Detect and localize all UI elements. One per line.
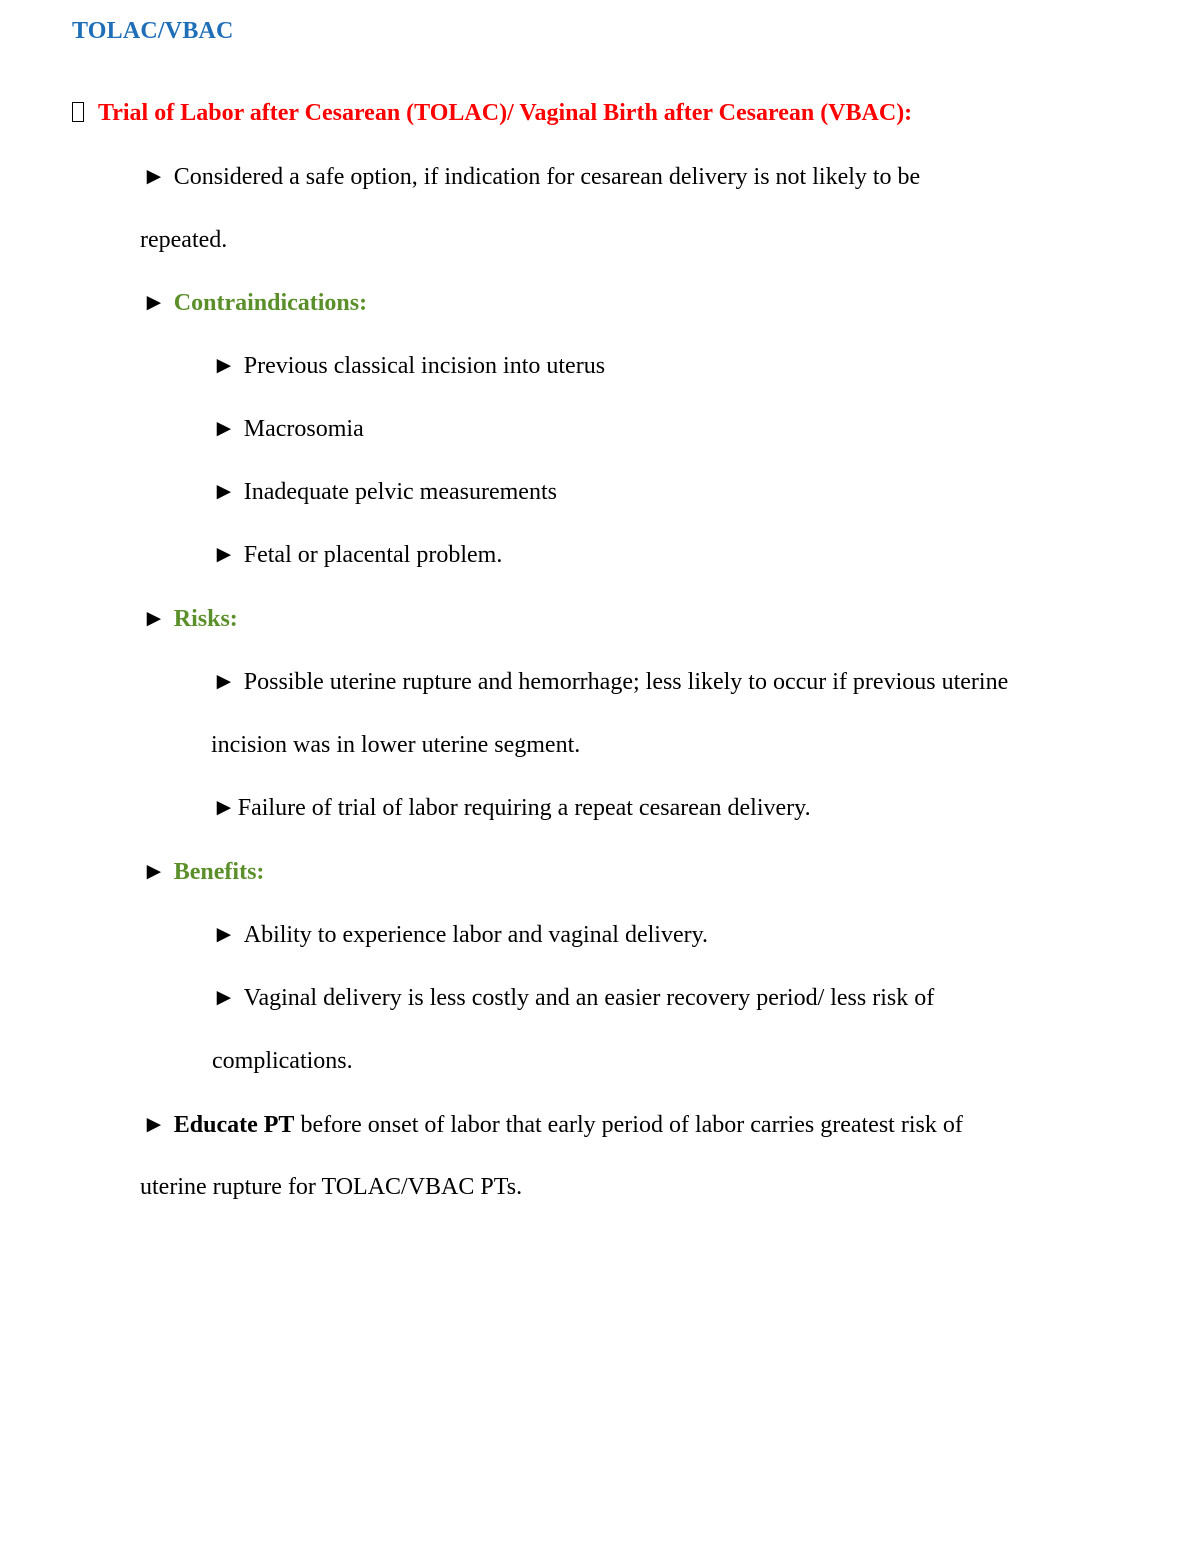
bullet-arrow-icon: ► [212,542,236,568]
list-item: ► Fetal or placental problem. [212,539,502,571]
contraindications-heading-text: Contraindications: [173,290,368,316]
benefits-heading [142,856,264,888]
educate-line-1: ► Educate PT before onset of labor that early period of labor carries greatest risk of [142,1109,963,1141]
bullet-arrow-icon: ► [212,669,236,695]
bullet-arrow-icon: ► [212,795,236,821]
checkbox-glyph-icon [72,102,84,122]
contraindications-heading [142,287,367,319]
bullet-arrow-icon: ► [142,606,166,632]
educate-bold-text: Educate PT [173,1112,295,1138]
list-item-continuation: incision was in lower uterine segment. [211,732,581,758]
list-item: ►Failure of trial of labor requiring a repeat cesarean delivery. [212,792,811,824]
bullet-arrow-icon: ► [142,290,166,316]
risks-heading-text: Risks: [173,606,238,632]
bullet-arrow-icon: ► [212,985,236,1011]
main-heading [72,97,912,129]
bullet-arrow-icon: ► [212,353,236,379]
bullet-arrow-icon: ► [212,416,236,442]
list-item: ► Possible uterine rupture and hemorrhage; less likely to occur if previous uterine [212,666,1008,698]
list-item-continuation: complications. [212,1048,353,1074]
document-title: TOLAC/VBAC [72,18,234,44]
list-item: ► Ability to experience labor and vaginal delivery. [212,919,708,951]
risks-heading [142,603,238,635]
bullet-arrow-icon: ► [212,922,236,948]
benefits-heading-text: Benefits: [173,859,265,885]
bullet-arrow-icon: ► [142,859,166,885]
bullet-arrow-icon: ► [212,479,236,505]
educate-line-2: uterine rupture for TOLAC/VBAC PTs. [140,1174,523,1200]
intro-line-2: repeated. [140,227,228,253]
list-item: ► Macrosomia [212,413,364,445]
list-item: ► Previous classical incision into uterus [212,350,605,382]
intro-line-1: ► Considered a safe option, if indication for cesarean delivery is not likely to be [142,161,920,193]
list-item: ► Inadequate pelvic measurements [212,476,557,508]
bullet-arrow-icon: ► [142,1112,166,1138]
main-heading-text: Trial of Labor after Cesarean (TOLAC)/ Vaginal Birth after Cesarean (VBAC): [98,100,913,126]
bullet-arrow-icon: ► [142,164,166,190]
list-item: ► Vaginal delivery is less costly and an easier recovery period/ less risk of [212,982,934,1014]
